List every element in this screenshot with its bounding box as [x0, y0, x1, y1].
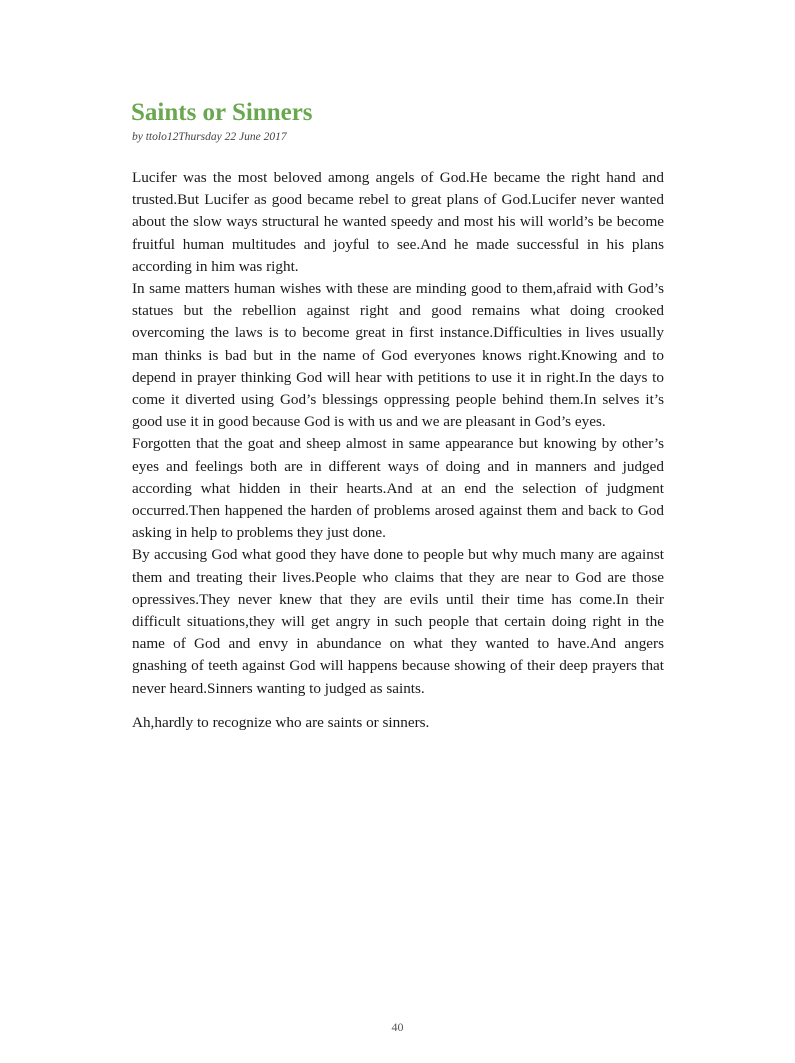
body-paragraph: By accusing God what good they have done to people but why much many are against them and treating their lives.People who claims that they are near to God are those opressives.They never knew that they are evils until their time has come.In their difficult situations,they will get angry in such people that certain doing right in the name of God and envy in abundance on what they wanted to have.And angers gnashing of teeth against God will happens because showing of their deep prayers that never heard.Sinners wanting to judged as saints. — [132, 546, 664, 697]
body-paragraph: Forgotten that the goat and sheep almost in same appearance but knowing by other’s eyes and feelings both are in different ways of doing and in manners and judged according what hidden in their hearts.And at an end the selection of judgment occurred.Then happened the harden of problems arosed against them and back to God asking in help to problems they just done. — [132, 435, 664, 542]
article-byline: by ttolo12Thursday 22 June 2017 — [132, 131, 287, 143]
article-body — [132, 167, 664, 734]
body-paragraph: Lucifer was the most beloved among angels of God.He became the right hand and trusted.But Lucifer as good became rebel to great plans of God.Lucifer never wanted about the slow ways structural he wanted speedy and most his will world’s be become fruitful human multitudes and joyful to see.And he made successful in his plans according in him was right. — [132, 169, 664, 275]
body-paragraph: In same matters human wishes with these are minding good to them,afraid with God’s statues but the rebellion against right and good remains what doing crooked overcoming the laws is to become great in first instance.Difficulties in lives usually man thinks is bad but in the name of God everyones knows right.Knowing and to depend in prayer thinking God will hear with petitions to use it in right.In the days to come it diverted using God’s blessings oppressing people behind them.In selves it’s good use it in good because God is with us and we are pleasant in God’s eyes. — [132, 280, 664, 431]
article-title: Saints or Sinners — [131, 99, 313, 126]
page-number: 40 — [391, 1020, 404, 1034]
closing-line: Ah,hardly to recognize who are saints or sinners. — [132, 713, 430, 731]
